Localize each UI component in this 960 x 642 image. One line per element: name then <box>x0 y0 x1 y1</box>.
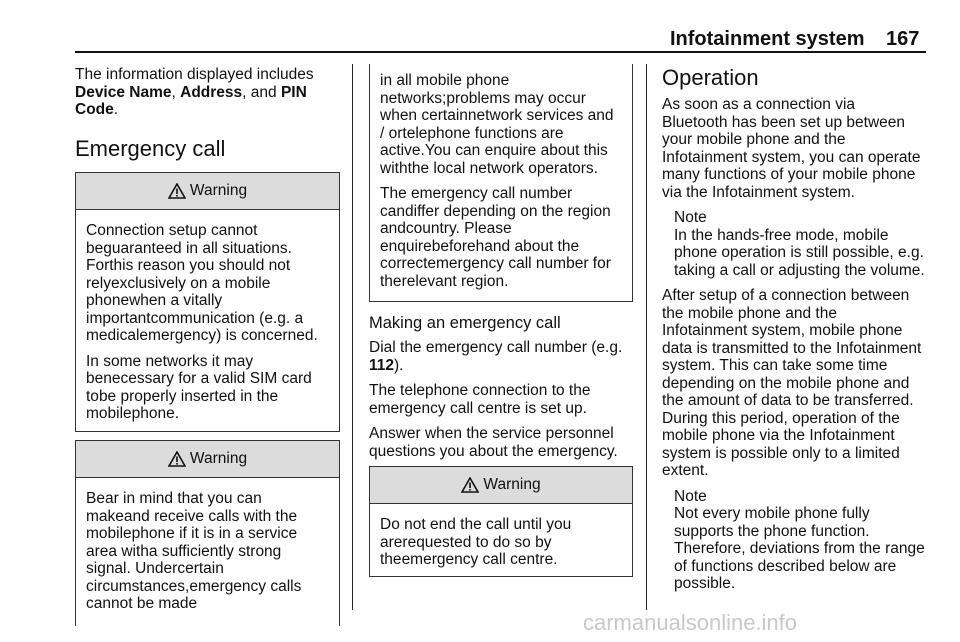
column-divider-2 <box>646 64 647 610</box>
emergency-number: 112 <box>369 356 395 374</box>
text-line: questions you about the emergency. <box>369 442 618 460</box>
text-line: network services and / or <box>380 107 614 142</box>
column-2 <box>369 298 639 468</box>
text-line: Therefore, deviations from the range <box>674 540 925 557</box>
warning-body <box>76 478 339 613</box>
page-number: 167 <box>886 28 920 50</box>
text-line: Infotainment system, mobile phone <box>662 322 903 339</box>
column-1 <box>75 66 339 169</box>
intro-line: The information displayed includes <box>75 66 314 83</box>
warning-title: Warning <box>483 476 541 493</box>
column-divider-1 <box>352 64 353 610</box>
warning-body <box>370 64 632 290</box>
text-line: The telephone connection to the <box>369 382 591 399</box>
connection-paragraph <box>369 382 639 417</box>
warning-title: Warning <box>189 450 248 467</box>
watermark-text: carmanualsonline.info <box>583 610 798 635</box>
note-text <box>674 227 930 280</box>
text-line: certain circumstances, <box>86 560 224 595</box>
text-line: many functions of your mobile phone <box>662 166 916 183</box>
text-line: The emergency call number can <box>380 185 573 220</box>
text-line: differ depending on the region and <box>380 202 611 237</box>
text-line: of functions described below are <box>674 557 897 575</box>
text-line: supports the phone function. <box>674 522 870 540</box>
text-line: In some networks it may be <box>86 352 254 387</box>
warning-title: Warning <box>189 182 248 199</box>
intro-line: Code. <box>75 101 119 118</box>
term-pin: PIN <box>280 83 307 101</box>
dial-paragraph: Dial the emergency call number (e.g. 112). <box>369 339 623 374</box>
text-line: Infotainment system, you can operate <box>662 148 921 166</box>
warning-header <box>370 467 632 504</box>
text-line: emergency call number for the <box>380 255 611 290</box>
text-line: a sufficiently strong signal. Under <box>86 542 282 577</box>
note-title: Note <box>674 487 707 505</box>
note-1 <box>674 209 930 279</box>
text-line: data is transmitted to the Infotainment <box>662 339 922 357</box>
warning-triangle-icon <box>461 477 479 493</box>
text-line: Not every mobile phone fully <box>674 505 870 522</box>
note-title: Note <box>674 209 707 226</box>
text-line: and receive calls with the mobile <box>86 507 298 542</box>
term-code: Code <box>75 101 114 118</box>
text-line: emergency) is concerned. <box>139 327 318 344</box>
text-line: phone operation is still possible, e.g. <box>674 244 924 261</box>
warning-paragraph <box>86 353 329 423</box>
text-line: possible. <box>674 575 736 592</box>
warning-triangle-icon <box>168 451 186 467</box>
text-line: beforehand about the correct <box>380 237 580 272</box>
section-heading-emergency-call: Emergency call <box>75 135 226 161</box>
text-line: exclusively on a mobile phone <box>86 274 271 309</box>
warning-paragraph <box>380 185 622 290</box>
term-address: Address <box>180 83 243 101</box>
text-line: phone if it is in a service area with <box>86 525 298 560</box>
warning-box-continued <box>369 64 633 302</box>
section-heading-operation: Operation <box>662 65 759 90</box>
text-line: Do not end the call until you are <box>380 516 572 551</box>
text-line: emergency calls cannot be made <box>86 577 302 612</box>
note-text <box>674 505 930 593</box>
text-line: this reason you should not rely <box>86 257 291 292</box>
text-line: country. Please enquire <box>380 220 512 255</box>
warning-paragraph <box>86 490 329 613</box>
text-line: mobile phone via the Infotainment <box>662 427 895 444</box>
text-line: when a vitally important <box>86 292 223 327</box>
text-line: telephone functions are active. <box>380 124 564 159</box>
text-line: your mobile phone and the <box>662 131 846 148</box>
warning-header <box>76 441 339 478</box>
text-line: via the Infotainment system. <box>662 183 855 201</box>
text-line: depending on the mobile phone and <box>662 374 910 392</box>
text-line: guaranteed in all situations. For <box>86 239 292 274</box>
text-line: system is possible only to a limited <box>662 444 900 462</box>
warning-body <box>370 504 632 569</box>
text-line: in all mobile phone networks; <box>380 72 510 107</box>
note-2 <box>674 488 930 593</box>
text-line: Connection setup cannot be <box>86 222 258 257</box>
warning-paragraph <box>380 72 622 177</box>
text-line: Bluetooth has been set up between <box>662 113 906 131</box>
text-line: As soon as a connection via <box>662 96 856 113</box>
text-line: requested to do so by the <box>380 533 552 568</box>
warning-paragraph <box>380 516 622 569</box>
warning-body <box>76 210 339 423</box>
subheading-making-emergency-call: Making an emergency call <box>369 314 561 332</box>
warning-paragraph <box>86 222 329 345</box>
text-line: In the hands-free mode, mobile <box>674 226 889 244</box>
warning-box-3 <box>369 466 633 577</box>
text-line: extent. <box>662 462 709 479</box>
text-line: relevant region. <box>401 272 509 290</box>
text-line: be properly inserted in the mobile <box>86 387 279 422</box>
intro-paragraph <box>75 66 339 119</box>
answer-paragraph <box>369 425 639 460</box>
page-header-title: Infotainment system <box>670 28 865 50</box>
text-line: After setup of a connection between <box>662 287 910 304</box>
setup-paragraph <box>662 287 930 480</box>
warning-triangle-icon <box>168 183 186 199</box>
text-line: communication (e.g. a medical <box>86 309 304 344</box>
warning-box-2 <box>75 440 340 626</box>
text-line: Bear in mind that you can make <box>86 490 262 525</box>
text-line: problems may occur when certain <box>380 89 586 124</box>
text-line: the amount of data to be transferred. <box>662 392 914 409</box>
warning-box-1 <box>75 172 340 432</box>
text-line: the mobile phone and the <box>662 304 837 322</box>
text-line: phone. <box>131 405 180 422</box>
text-line: taking a call or adjusting the volume. <box>674 261 925 279</box>
text-line: emergency call centre is set up. <box>369 399 587 417</box>
header-rule <box>75 51 926 53</box>
text-line: necessary for a valid SIM card to <box>86 370 312 405</box>
warning-header <box>76 173 339 210</box>
text-line: system. This can take some time <box>662 357 888 374</box>
text-line: You can enquire about this with <box>380 142 608 177</box>
text-line: emergency call centre. <box>401 551 558 568</box>
column-3 <box>662 66 930 601</box>
term-device-name: Device Name <box>75 83 172 101</box>
text-line: Answer when the service personnel <box>369 425 614 442</box>
text-line: During this period, operation of the <box>662 409 900 427</box>
intro-line: Device Name, Address, and PIN <box>75 83 307 101</box>
operation-paragraph <box>662 96 930 201</box>
text-line: the local network operators. <box>407 159 598 177</box>
